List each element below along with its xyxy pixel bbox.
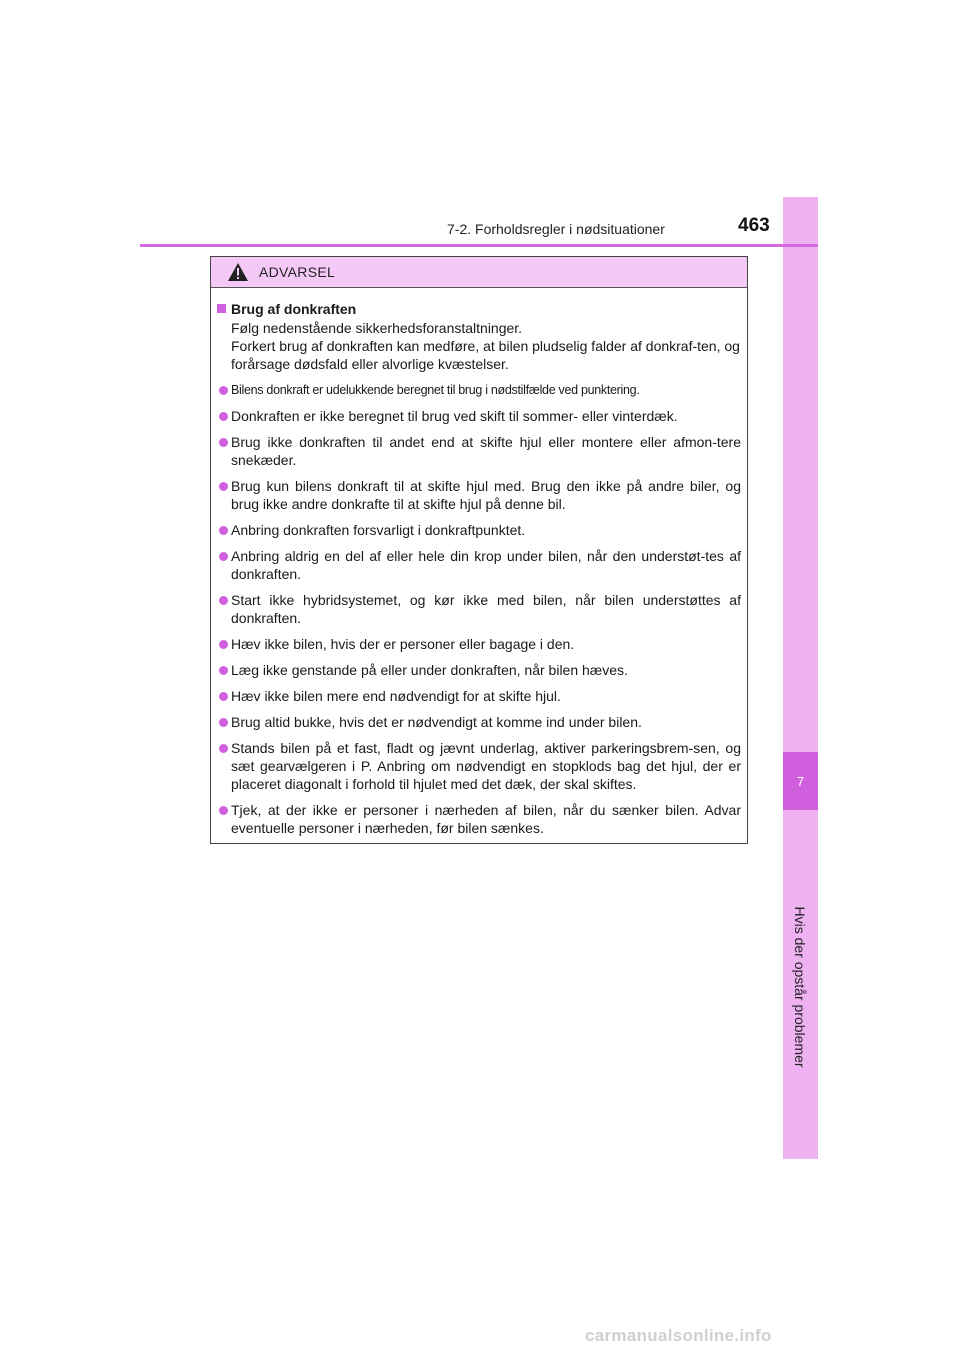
list-item	[217, 801, 741, 837]
list-item	[217, 547, 741, 583]
list-item-text: Hæv ikke bilen, hvis der er personer eller bagage i den.	[231, 636, 575, 652]
warning-list	[217, 381, 741, 837]
list-item-text: Hæv ikke bilen mere end nødvendigt for at skifte hjul.	[231, 688, 561, 704]
list-item	[217, 591, 741, 627]
list-item-text: Anbring donkraften forsvarligt i donkraftpunktet.	[231, 522, 526, 538]
page-number: 463	[738, 215, 770, 236]
list-item-text: Stands bilen på et fast, fladt og jævnt underlag, aktiver parkeringsbrem-sen, og sæt gearvælgeren i P. Anbring om nødvendigt en stopklods bag det hjul, der er placeret diagonalt i forhold til hjulet med det dæk, der skal skiftes.	[231, 740, 741, 792]
warning-triangle-icon	[227, 262, 249, 282]
intro-line: Forkert brug af donkraften kan medføre, at bilen pludselig falder af donkraf-ten, og forårsage dødsfald eller alvorlige kvæstelser.	[231, 338, 740, 372]
list-item-text: Tjek, at der ikke er personer i nærheden af bilen, når du sænker bilen. Advar eventuelle personer i nærheden, før bilen sænkes.	[231, 802, 741, 836]
chapter-number: 7	[796, 773, 805, 789]
list-item	[217, 713, 741, 731]
bullet-dot-icon	[219, 438, 228, 447]
list-item	[217, 433, 741, 469]
bullet-dot-icon	[219, 412, 228, 421]
bullet-dot-icon	[219, 596, 228, 605]
list-item	[217, 687, 741, 705]
intro-text	[231, 319, 741, 373]
intro-line: Følg nedenstående sikkerhedsforanstaltninger.	[231, 320, 523, 336]
list-item-text: Anbring aldrig en del af eller hele din krop under bilen, når den understøt-tes af donkraften.	[231, 548, 741, 582]
list-item	[217, 477, 741, 513]
square-bullet-icon	[217, 304, 226, 313]
list-item-text: Brug altid bukke, hvis det er nødvendigt at komme ind under bilen.	[231, 714, 642, 730]
topic-title: Brug af donkraften	[231, 301, 357, 317]
section-title: 7-2. Forholdsregler i nødsituationer	[447, 221, 665, 237]
bullet-dot-icon	[219, 692, 228, 701]
list-item-text: Brug ikke donkraften til andet end at skifte hjul eller montere eller afmon-tere snekæder.	[231, 434, 741, 468]
list-item-text: Start ikke hybridsystemet, og kør ikke med bilen, når bilen understøttes af donkraften.	[231, 592, 741, 626]
bullet-dot-icon	[219, 666, 228, 675]
list-item	[217, 739, 741, 793]
warning-content	[211, 288, 747, 837]
bullet-dot-icon	[219, 552, 228, 561]
list-item	[217, 661, 741, 679]
warning-box	[210, 256, 748, 844]
list-item	[217, 381, 741, 399]
list-item-text: Bilens donkraft er udelukkende beregnet til brug i nødstilfælde ved punktering.	[231, 383, 640, 397]
list-item	[217, 407, 741, 425]
topic-heading	[217, 300, 741, 318]
bullet-dot-icon	[219, 806, 228, 815]
list-item-text: Brug kun bilens donkraft til at skifte hjul med. Brug den ikke på andre biler, og brug ikke andre donkrafte til at skifte hjul på denne bil.	[231, 478, 741, 512]
bullet-dot-icon	[219, 482, 228, 491]
header-rule	[140, 244, 818, 247]
bullet-dot-icon	[219, 640, 228, 649]
list-item	[217, 635, 741, 653]
bullet-dot-icon	[219, 526, 228, 535]
bullet-dot-icon	[219, 718, 228, 727]
watermark: carmanualsonline.info	[585, 1326, 772, 1345]
list-item-text: Donkraften er ikke beregnet til brug ved skift til sommer- eller vinterdæk.	[231, 408, 678, 424]
warning-label: ADVARSEL	[259, 264, 336, 280]
chapter-title: Hvis der opstår problemer	[792, 906, 808, 1068]
bullet-dot-icon	[219, 386, 228, 395]
bullet-dot-icon	[219, 744, 228, 753]
list-item	[217, 521, 741, 539]
warning-header	[211, 257, 747, 288]
list-item-text: Læg ikke genstande på eller under donkraften, når bilen hæves.	[231, 662, 628, 678]
chapter-number-tab	[783, 752, 818, 810]
